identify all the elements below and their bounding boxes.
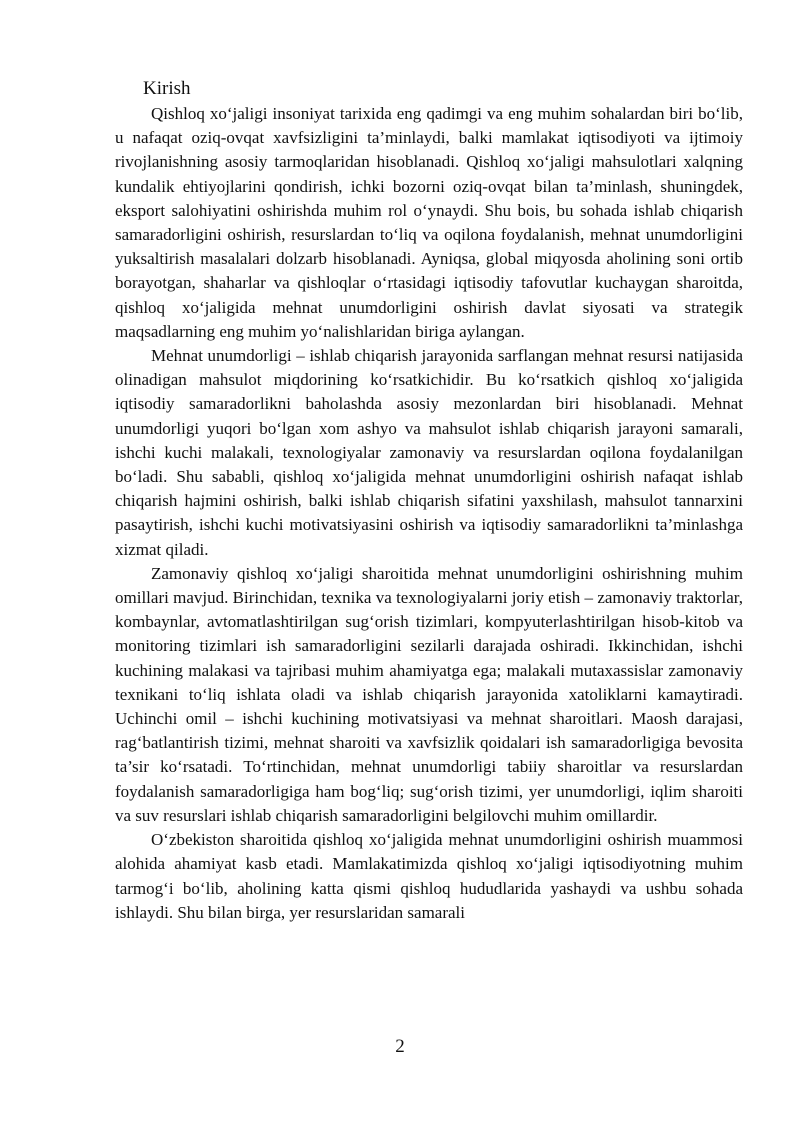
paragraph-3: Zamonaviy qishloq xo‘jaligi sharoitida mehnat unumdorligini oshirishning muhim omillari mavjud. Birinchidan, texnika va texnologiyalarni joriy etish – zamonaviy traktorlar, kombaynlar, avtomatlashtirilgan sug‘orish tizimlari, kompyuterlashtirilgan hisob-kitob va monitoring tizimlari ish samaradorligini sezilarli darajada oshiradi. Ikkinchidan, ishchi kuchining malakasi va tajribasi muhim ahamiyatga ega; malakali mutaxassislar zamonaviy texnikani to‘liq ishlata oladi va ishlab chiqarish jarayonida xatoliklarni kamaytiradi. Uchinchi omil – ishchi kuchining motivatsiyasi va mehnat sharoitlari. Maosh darajasi, rag‘batlantirish tizimi, mehnat sharoiti va xavfsizlik qoidalari ish samaradorligiga bevosita ta’sir ko‘rsatadi. To‘rtinchidan, mehnat unumdorligi tabiiy sharoitlar va resurslardan foydalanish samaradorligiga ham bog‘liq; sug‘orish tizimi, yer unumdorligi, iqlim sharoiti va suv resurslari ishlab chiqarish samaradorligini belgilovchi muhim omillardir. <box>115 563 743 825</box>
paragraph-1: Qishloq xo‘jaligi insoniyat tarixida eng qadimgi va eng muhim sohalardan biri bo‘lib, u nafaqat oziq-ovqat xavfsizligini ta’minlaydi, balki mamlakat iqtisodiyoti va ijtimoiy rivojlanishning asosiy tarmoqlaridan hisoblanadi. Qishloq xo‘jaligi mahsulotlari xalqning kundalik ehtiyojlarini qondirish, ichki bozorni oziq-ovqat bilan ta’minlash, shuningdek, eksport salohiyatini oshirishda muhim rol o‘ynaydi. Shu bois, bu sohada ishlab chiqarish samaradorligini oshirish, resurslardan to‘liq va oqilona foydalanish, mehnat unumdorligini yuksaltirish masalalari dolzarb hisoblanadi. Ayniqsa, global miqyosda aholining soni ortib borayotgan, shaharlar va qishloqlar o‘rtasidagi iqtisodiy tafovutlar kuchaygan sharoitda, qishloq xo‘jaligida mehnat unumdorligini oshirish davlat siyosati va strategik maqsadlarning eng muhim yo‘nalishlaridan biriga aylangan. <box>115 104 743 341</box>
page-number: 2 <box>395 1036 405 1057</box>
page-content <box>115 76 743 925</box>
paragraph-4: O‘zbekiston sharoitida qishloq xo‘jaligida mehnat unumdorligini oshirish muammosi alohida ahamiyat kasb etadi. Mamlakatimizda qishloq xo‘jaligi iqtisodiyotning muhim tarmog‘i bo‘lib, aholining katta qismi qishloq hududlarida yashaydi va ushbu sohada ishlaydi. Shu bilan birga, yer resurslaridan samarali <box>115 830 743 922</box>
section-heading: Kirish <box>143 78 191 99</box>
paragraph-2: Mehnat unumdorligi – ishlab chiqarish jarayonida sarflangan mehnat resursi natijasida olinadigan mahsulot miqdorining ko‘rsatkichidir. Bu ko‘rsatkich qishloq xo‘jaligida iqtisodiy samaradorlikni baholashda asosiy mezonlardan biri hisoblanadi. Mehnat unumdorligi yuqori bo‘lgan xom ashyo va mahsulot ishlab chiqarish jarayoni samarali, ishchi kuchi malakali, texnologiyalar zamonaviy va resurslardan oqilona foydalanilgan bo‘ladi. Shu sababli, qishloq xo‘jaligida mehnat unumdorligini oshirish nafaqat ishlab chiqarish hajmini oshirish, balki ishlab chiqarish sifatini yaxshilash, mahsulot tannarxini pasaytirish, ishchi kuchi motivatsiyasini oshirish va iqtisodiy samaradorlikni ta’minlashga xizmat qiladi. <box>115 346 743 559</box>
